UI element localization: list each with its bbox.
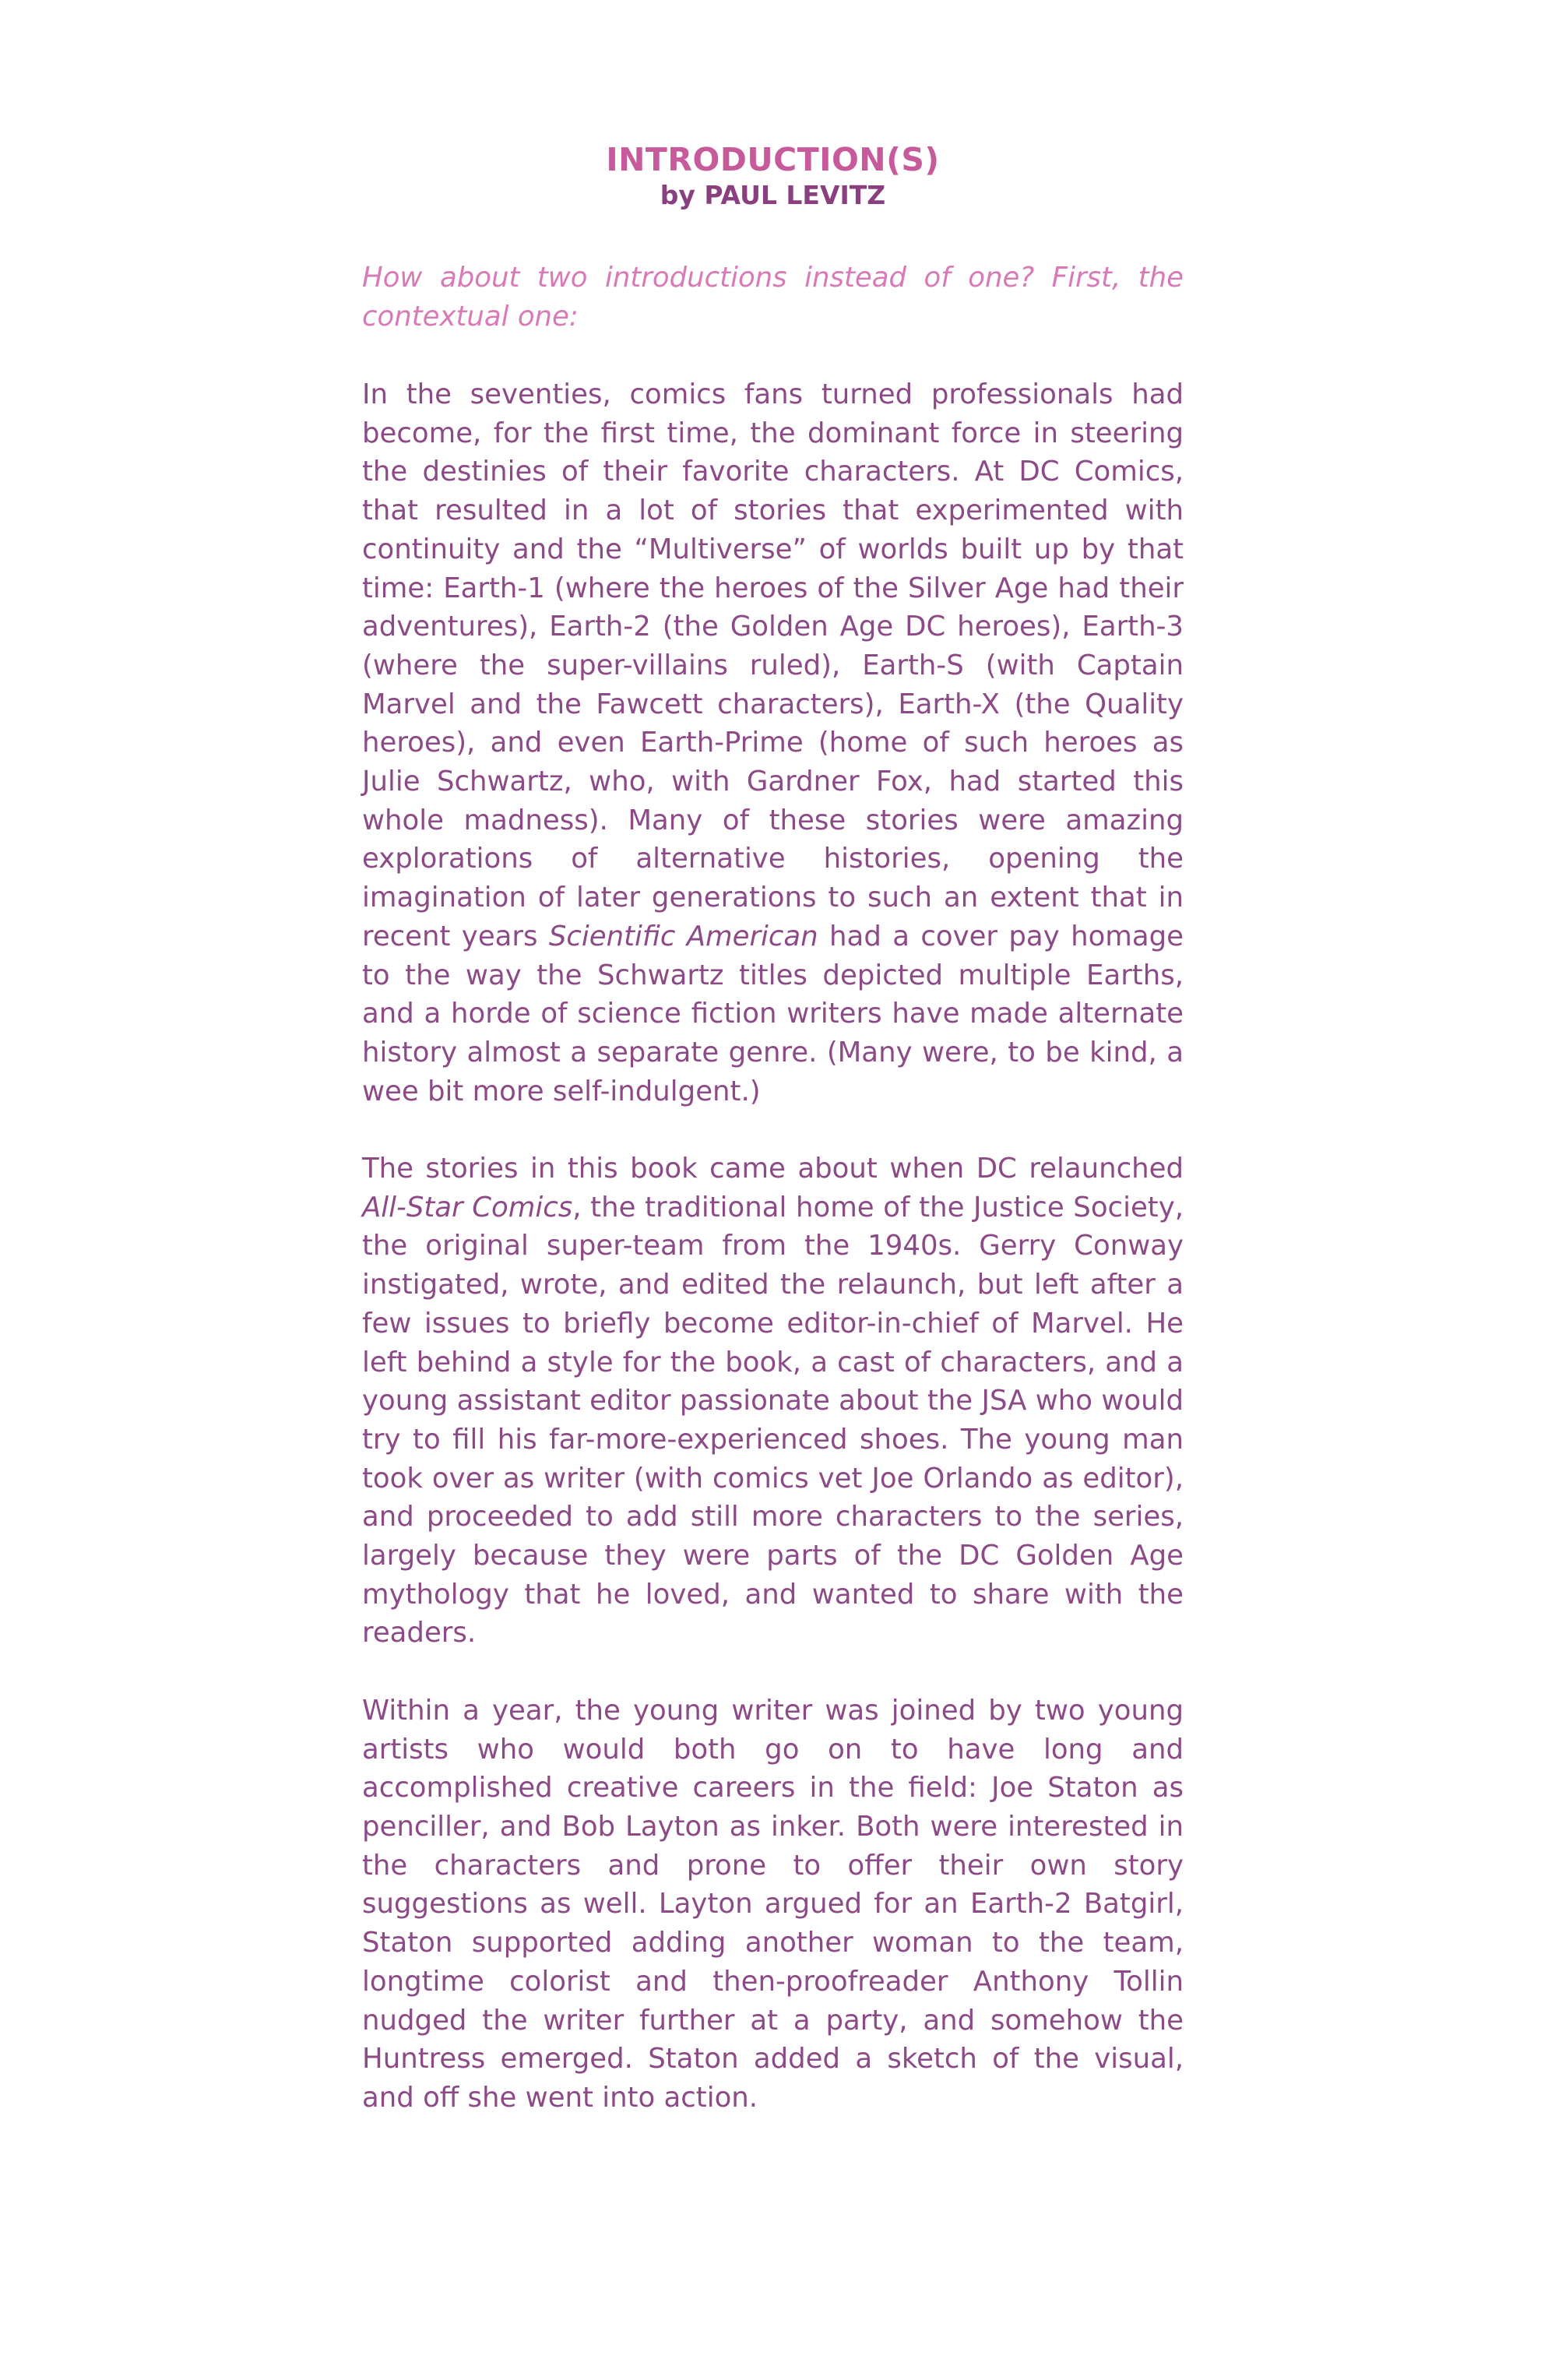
paragraph-1-text-b: had a cover pay homage to the way the Schwartz titles depicted multiple Earths, and a horde of science fiction writers have made alternate history almost a separate genre. (Many were, to be kind, a wee bit more self-indulgent.)	[362, 920, 1184, 1107]
paragraph-1	[362, 375, 1184, 1111]
paragraph-3: Within a year, the young writer was joined by two young artists who would both go on to have long and accomplished creative careers in the field: Joe Staton as penciller, and Bob Layton as inker. Both were interested in the characters and prone to offer their own story suggestions as well. Layton argued for an Earth-2 Batgirl, Staton supported adding another woman to the team, longtime colorist and then-proofreader Anthony Tollin nudged the writer further at a party, and somehow the Huntress emerged. Staton added a sketch of the visual, and off she went into action.	[362, 1694, 1184, 2114]
intro-text: How about two introductions instead of one? First, the contextual one:	[362, 262, 1184, 333]
paragraph-2	[362, 1150, 1184, 1653]
paragraph-2-text-b: , the traditional home of the Justice Society, the original super-team from the 1940s. Gerry Conway instigated, wrote, and edited the relaunch, but left after a few issues to briefly become editor-in-chief of Marvel. He left behind a style for the book, a cast of characters, and a young assistant editor passionate about the JSA who would try to fill his far-more-experienced shoes. The young man took over as writer (with comics vet Joe Orlando as editor), and proceeded to add still more characters to the series, largely because they were parts of the DC Golden Age mythology that he loved, and wanted to share with the readers.	[362, 1191, 1184, 1649]
comic-title: All-Star Comics	[362, 1191, 573, 1223]
byline: by PAUL LEVITZ	[660, 180, 886, 210]
publication-title: Scientific American	[548, 920, 818, 952]
paragraph-1-text-a: In the seventies, comics fans turned professionals had become, for the first time, the dominant force in steering the destinies of their favorite characters. At DC Comics, that resulted in a lot of stories that experimented with continuity and the “Multiverse” of worlds built up by that time: Earth-1 (where the heroes of the Silver Age had their adventures), Earth-2 (the Golden Age DC heroes), Earth-3 (where the super-villains ruled), Earth-S (with Captain Marvel and the Fawcett characters), Earth-X (the Quality heroes), and even Earth-Prime (home of such heroes as Julie Schwartz, who, with Gardner Fox, had started this whole madness). Many of these stories were amazing explorations of alternative histories, opening the imagination of later generations to such an extent that in recent years	[362, 378, 1184, 952]
page-title: INTRODUCTION(S)	[606, 141, 940, 178]
paragraph-2-text-a: The stories in this book came about when DC relaunched	[362, 1153, 1184, 1185]
text-column	[362, 140, 1184, 2156]
